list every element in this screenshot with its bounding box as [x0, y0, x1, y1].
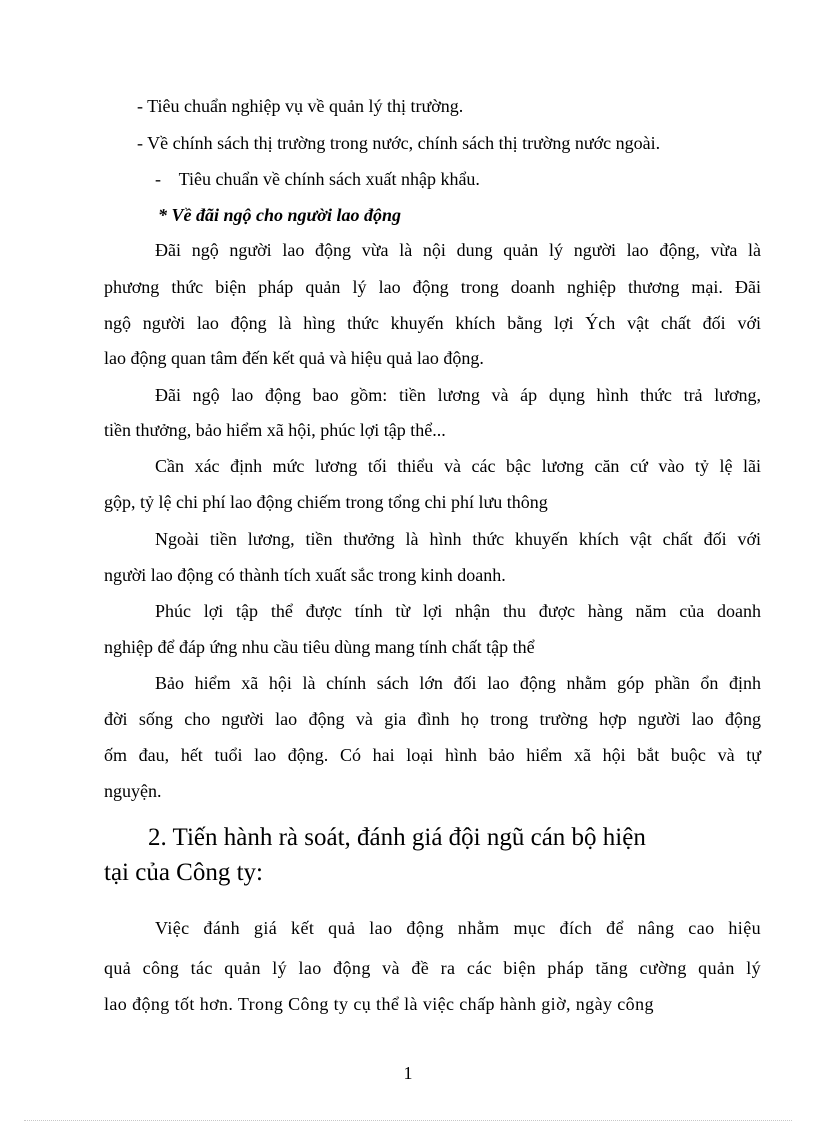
- paragraph-line: nghiệp để đáp ứng nhu cầu tiêu dùng mang tính chất tập thể: [104, 637, 535, 657]
- paragraph-line: Bảo hiểm xã hội là chính sách lớn đối lao động nhằm góp phần ổn định: [155, 673, 761, 693]
- paragraph-line: lao động quan tâm đến kết quả và hiệu quả lao động.: [104, 348, 484, 368]
- paragraph-line: Đãi ngộ người lao động vừa là nội dung quản lý người lao động, vừa là: [155, 240, 761, 260]
- paragraph-line: ốm đau, hết tuổi lao động. Có hai loại hình bảo hiểm xã hội bắt buộc và tự: [104, 745, 761, 765]
- page-number: 1: [403, 1063, 413, 1083]
- paragraph-line: lao động tốt hơn. Trong Công ty cụ thể là việc chấp hành giờ, ngày công: [104, 994, 654, 1014]
- subheading: * Về đãi ngộ cho người lao động: [158, 205, 401, 225]
- paragraph-line: Phúc lợi tập thể được tính từ lợi nhận thu được hàng năm của doanh: [155, 601, 761, 621]
- paragraph-line: nguyện.: [104, 781, 162, 801]
- paragraph-line: người lao động có thành tích xuất sắc trong kinh doanh.: [104, 565, 506, 585]
- paragraph-line: ngộ người lao động là hìng thức khuyến khích bằng lợi Ých vật chất đối với: [104, 313, 761, 333]
- bullet-item: - Tiêu chuẩn nghiệp vụ về quản lý thị trường.: [137, 96, 464, 116]
- paragraph-line: Việc đánh giá kết quả lao động nhằm mục đích để nâng cao hiệu: [155, 918, 761, 938]
- paragraph-line: đời sống cho người lao động và gia đình họ trong trường hợp người lao động: [104, 709, 761, 729]
- section-heading: tại của Công ty:: [104, 859, 263, 886]
- paragraph-line: tiền thưởng, bảo hiểm xã hội, phúc lợi tập thể...: [104, 420, 446, 440]
- bullet-item: - Tiêu chuẩn về chính sách xuất nhập khẩu.: [155, 169, 480, 189]
- paragraph-line: Ngoài tiền lương, tiền thưởng là hình thức khuyến khích vật chất đối với: [155, 529, 761, 549]
- section-heading: 2. Tiến hành rà soát, đánh giá đội ngũ cán bộ hiện: [148, 824, 646, 851]
- paragraph-line: Cần xác định mức lương tối thiểu và các bậc lương căn cứ vào tỷ lệ lãi: [155, 456, 761, 476]
- paragraph-line: quả công tác quản lý lao động và đề ra các biện pháp tăng cường quản lý: [104, 958, 761, 978]
- paragraph-line: Đãi ngộ lao động bao gồm: tiền lương và áp dụng hình thức trả lương,: [155, 385, 761, 405]
- paragraph-line: phương thức biện pháp quản lý lao động trong doanh nghiệp thương mại. Đãi: [104, 277, 761, 297]
- paragraph-line: gộp, tỷ lệ chi phí lao động chiếm trong tổng chi phí lưu thông: [104, 492, 548, 512]
- bullet-item: - Về chính sách thị trường trong nước, chính sách thị trường nước ngoài.: [137, 133, 661, 153]
- page-bottom-divider: [24, 1120, 792, 1121]
